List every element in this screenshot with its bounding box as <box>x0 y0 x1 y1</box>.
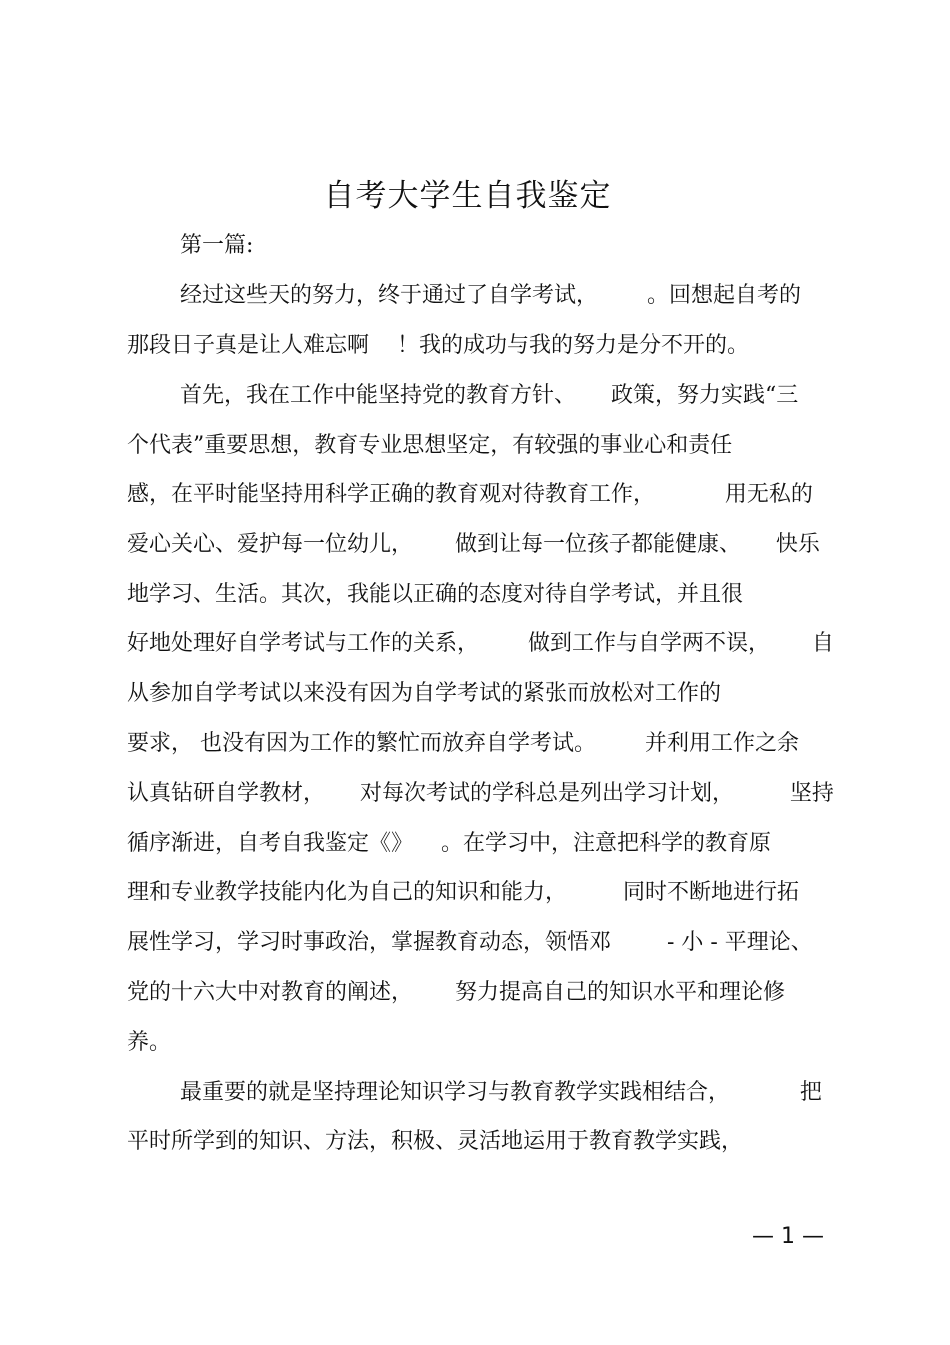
page-number: — 1 — <box>752 1224 824 1249</box>
body-line: 感，在平时能坚持用科学正确的教育观对待教育工作， 用无私的 <box>127 482 813 507</box>
body-line: 展性学习，学习时事政治，掌握教育动态，领悟邓 - 小 - 平理论、 <box>127 930 813 955</box>
body-line: 党的十六大中对教育的阐述， 努力提高自己的知识水平和理论修 <box>127 980 785 1005</box>
body-line: 地学习、生活。其次，我能以正确的态度对待自学考试，并且很 <box>127 582 744 607</box>
body-line: 好地处理好自学考试与工作的关系， 做到工作与自学两不误， 自 <box>127 631 834 656</box>
body-line: 最重要的就是坚持理论知识学习与教育教学实践相结合， 把 <box>180 1080 822 1105</box>
body-line: 理和专业教学技能内化为自己的知识和能力， 同时不断地进行拓 <box>127 880 799 905</box>
body-line: 经过这些天的努力，终于通过了自学考试， 。回想起自考的 <box>180 283 801 308</box>
body-line: 平时所学到的知识、方法，积极、灵活地运用于教育教学实践， <box>127 1129 744 1154</box>
body-line: 那段日子真是让人难忘啊 ！我的成功与我的努力是分不开的。 <box>127 333 749 358</box>
body-line: 认真钻研自学教材， 对每次考试的学科总是列出学习计划， 坚持 <box>127 781 834 806</box>
document-title: 自考大学生自我鉴定 <box>323 178 612 214</box>
body-line: 个代表”重要思想，教育专业思想坚定，有较强的事业心和责任 <box>127 433 733 458</box>
body-line: 循序渐进，自考自我鉴定《》 。在学习中，注意把科学的教育原 <box>127 831 771 856</box>
body-line: 爱心关心、爱护每一位幼儿， 做到让每一位孩子都能健康、 快乐 <box>127 532 820 557</box>
body-line: 养。 <box>127 1030 172 1055</box>
section-label: 第一篇: <box>180 233 254 258</box>
body-line: 要求， 也没有因为工作的繁忙而放弃自学考试。 并利用工作之余 <box>127 731 799 756</box>
body-line: 首先，我在工作中能坚持党的教育方针、 政策，努力实践“三 <box>180 383 799 408</box>
body-line: 从参加自学考试以来没有因为自学考试的紧张而放松对工作的 <box>127 681 722 706</box>
